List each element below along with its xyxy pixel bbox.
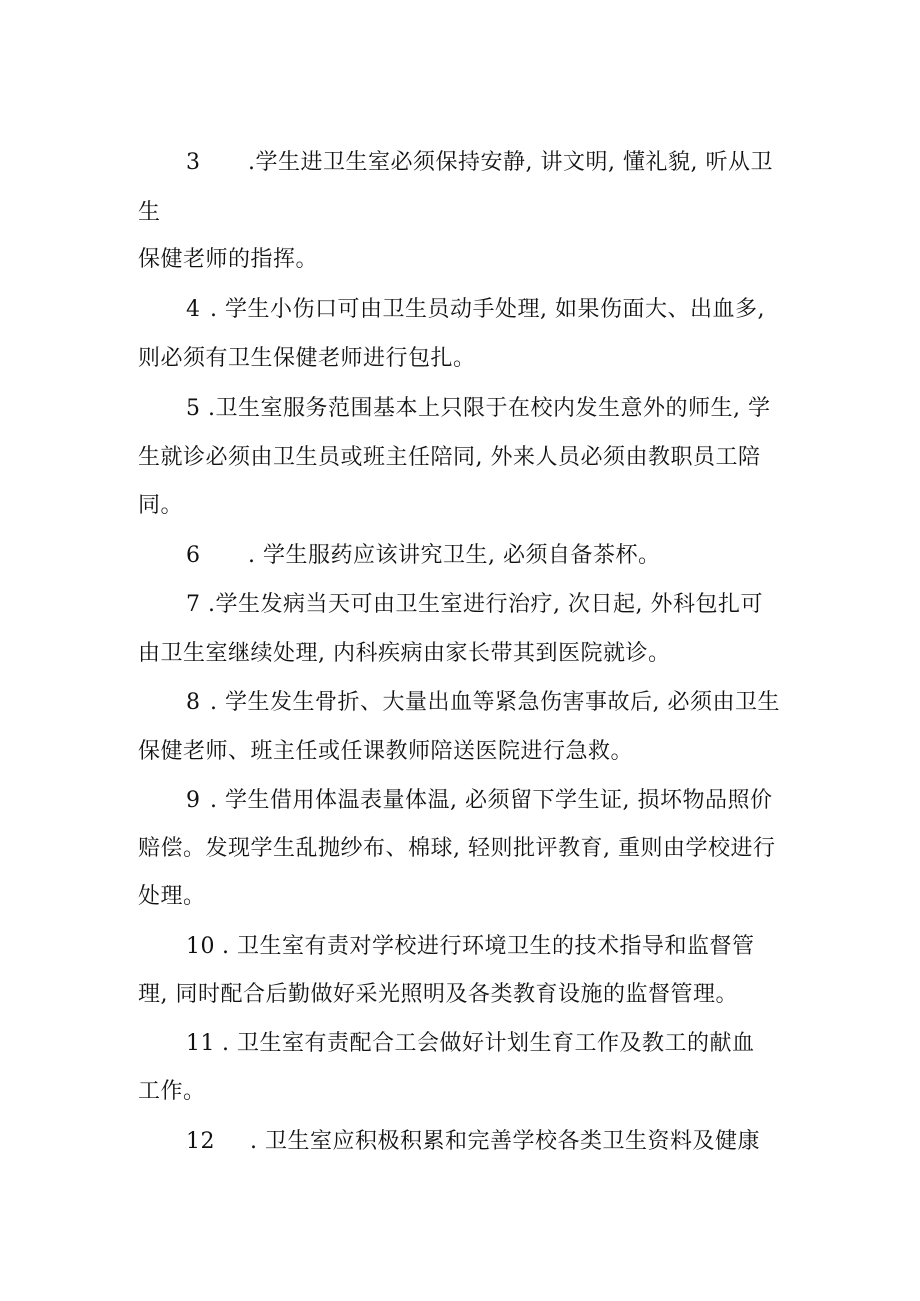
item-number: 10: [186, 934, 215, 959]
item-number: 6: [186, 543, 201, 568]
item-text-line: . 学生发生骨折、大量出血等紧急伤害事故后, 必须由卫生: [210, 690, 780, 715]
item-number: 11: [186, 1031, 215, 1056]
item-text-line: 处理。: [138, 884, 206, 909]
item-number: 7: [186, 592, 201, 617]
item-text-line: .学生发病当天可由卫生室进行治疗, 次日起, 外科包扎可: [208, 592, 763, 617]
item-text-line: 生就诊必须由卫生员或班主任陪同, 外来人员必须由教职员工陪: [138, 445, 761, 470]
item-text-line: 赔偿。发现学生乱抛纱布、棉球, 轻则批评教育, 重则由学校进行: [138, 836, 776, 861]
item-text-line: . 学生小伤口可由卫生员动手处理, 如果伤面大、出血多,: [210, 297, 765, 322]
item-text-line: .学生进卫生室必须保持安静, 讲文明, 懂礼貌, 听从卫: [248, 150, 773, 175]
item-text-line: 保健老师、班主任或任课教师陪送医院进行急救。: [138, 739, 634, 764]
item-text-line: 保健老师的指挥。: [138, 247, 319, 272]
item-number: 4: [186, 297, 201, 322]
item-number: 3: [186, 150, 201, 175]
item-text-line: 由卫生室继续处理, 内科疾病由家长带其到医院就诊。: [138, 641, 671, 666]
item-text-line: 则必须有卫生保健老师进行包扎。: [138, 346, 476, 371]
item-text-line: 理, 同时配合后勤做好采光照明及各类教育设施的监督管理。: [138, 982, 738, 1007]
item-text-line: 工作。: [138, 1079, 206, 1104]
item-text-line: . 卫生室应积极积累和完善学校各类卫生资料及健康: [250, 1129, 760, 1154]
item-text-line: . 学生借用体温表量体温, 必须留下学生证, 损坏物品照价: [210, 788, 773, 813]
item-number: 9: [186, 788, 201, 813]
item-text-line: 同。: [138, 493, 184, 518]
item-text-line: 生: [138, 200, 161, 225]
item-text-line: . 卫生室有责对学校进行环境卫生的技术指导和监督管: [222, 934, 755, 959]
item-text-line: .卫生室服务范围基本上只限于在校内发生意外的师生, 学: [208, 396, 771, 421]
item-text-line: . 卫生室有责配合工会做好计划生育工作及教工的献血: [222, 1031, 755, 1056]
item-number: 12: [186, 1129, 215, 1154]
item-number: 5: [186, 396, 201, 421]
item-number: 8: [186, 690, 201, 715]
item-text-line: . 学生服药应该讲究卫生, 必须自备茶杯。: [248, 543, 661, 568]
